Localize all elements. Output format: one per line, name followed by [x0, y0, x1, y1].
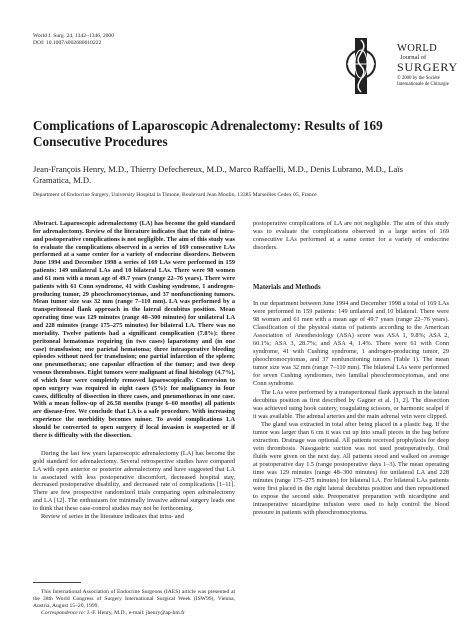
abstract [33, 220, 235, 440]
methods-paragraph: In our department between June 1994 and December 1998 a total of 169 LAs were performed in 159 patients: 149 unilateral and 10 bilateral. There were 98 women and 61 men with a mean age of 49.7 years (range 22–76 years). Classification of the physical status of patients according to the American Association of Anesthesiology (ASA) score was ASA 1, 9.8%; ASA 2, 60.1%; ASA 3, 28.7%; and ASA 4, 1.4%. There were 61 with Conn syndrome, 41 with Cushing syndrome, 1 androgen-producing tumor, 29 pheochromocytomas, and 37 nonfunctioning tumors (Table 1). The mean tumor size was 32 mm (range 7–110 mm). The bilateral LAs were performed for seven Cushing syndromes, two familial pheochromocytomas, and one Conn syndrome. [253, 300, 449, 388]
logo-copyright: © 2000 by the Société [397, 76, 440, 81]
doi-line: DOI: 10.1007/s002680010222 [33, 39, 102, 46]
footnote-text: This International Association of Endocrine Surgeons (IAES) article was presented at the 38th World Congress of Surgery International Surgical Week (ISW99), Vienna, Austria, August 15–20, 1999. [33, 589, 235, 609]
methods-paragraph: The LAs were performed by a transperitoneal flank approach in the lateral decubitus position as first described by Gagner et al. [1, 2]. The dissection was achieved using hook cautery, coagulating scissors, or harmonic scalpel if it was available. The adrenal arteries and the main adrenal vein were clipped. [253, 388, 449, 420]
article-title: Complications of Laparoscopic Adrenalectomy: Results of 169 Consecutive Procedures [33, 118, 383, 149]
logo-society: Internationale de Chirurgie [397, 81, 449, 87]
correspondence-text: J.-F. Henry, M.D., e-mail: jhenry@ap-hm.fr [85, 610, 185, 616]
footnote [33, 582, 235, 617]
abstract-text: Abstract. Laparoscopic adrenalectomy (LA) has become the gold standard for adrenalectomy. Review of the literature indicates that the rate of intra- and postoperative complications is not negligible. The aim of this study was to evaluate the complications observed in a series of 169 consecutive LAs performed at a same center for a variety of endocrine disorders. Between June 1994 and December 1998 a series of 169 LAs were performed in 159 patients: 149 unilateral LAs and 10 bilateral LAs. There were 98 women and 61 men with a mean age of 49.7 years (range 22–76 years). There were patients with 61 Conn syndrome, 41 with Cushing syndrome, 1 androgen-producing tumor, 29 pheochromocytomas, and 37 nonfunctioning tumors. Mean tumor size was 32 mm (range 7–110 mm). LA was performed by a transperitoneal flank approach in the lateral decubitus position. Mean operating time was 129 minutes (range 48–300 minutes) for unilateral LA and 228 minutes (range 175–275 minutes) for bilateral LA. There was no mortality. Twelve patients had a significant complication (7.8%): three peritoneal hematomas requiring (in two cases) laparotomy and (in one case) transfusion; one parietal hematoma; three intraoperative bleeding episodes without need for transfusion; one partial infarction of the spleen; one pneumothorax; one capsular effraction of the tumor; and two deep venous thromboses. Eight tumors were malignant at final histology (4.7%), of which four were completely removed laparoscopically. Conversion to open surgery was required in eight cases (5%): for malignancy in four cases, difficulty of dissection in three cases, and pneumothorax in one case. With a mean follow-up of 26.58 months (range 6–60 months) all patients are disease-free. We conclude that LA is a safe procedure. With increasing experience the morbidity becomes minor. To avoid complications LA should be converted to open surgery if local invasion is suspected or if there is difficulty with the dissection. [33, 220, 235, 439]
section-heading: Materials and Methods [253, 284, 321, 291]
footnote-rule [33, 582, 81, 583]
intro-paragraph: Review of series in the literature indicates that intra- and [41, 512, 184, 520]
correspondence-label: Correspondence to: [41, 610, 86, 616]
globe-emblem-icon [341, 36, 381, 96]
logo-world: WORLD [397, 43, 437, 54]
journal-citation [33, 33, 114, 47]
intro-continued-text: postoperative complications of LA are not negligible. The aim of this study was to evaluate the complications observed in a large series of 169 consecutive LAs performed at a same center for a variety of endocrine disorders. [253, 220, 449, 251]
materials-and-methods [253, 300, 449, 517]
journal-ref-line: World J. Surg. 24, 1342–1346, 2000 [33, 33, 115, 39]
correspondence [33, 610, 235, 617]
intro-continued [253, 220, 449, 251]
logo-surgery: SURGERY [397, 60, 458, 74]
introduction [33, 450, 235, 521]
intro-paragraph: During the last few years laparoscopic adrenalectomy (LA) has become the gold standard for adrenalectomy. Several retrospective studies have compared LA with open anterior or posterior adrenalectomy and have suggested that LA is associated with less postoperative discomfort, decreased hospital stay, decreased postoperative disability, and decreased rate of complications [1–11]. There are few prospective randomized trials comparing open adrenalectomy and LA [12]. The enthusiasm for minimally invasive adrenal surgery leads one to think that these case-control studies may not be forthcoming. [33, 450, 235, 512]
methods-paragraph: The gland was extracted in total after being placed in a plastic bag. If the tumor was larger than 6 cm it was cut up into small pieces in the bag before extraction. Drainage was optional. All patients received prophylaxis for deep vein thrombosis. Nasogastric suction was not used postoperatively. Oral fluids were given on the next day. All patients stood and walked on average at postoperative day 1.5 (range postoperative days 1–3). The mean operating time was 129 minutes (range 48–300 minutes) for unilateral LA and 228 minutes (range 175–275 minutes) for bilateral LA. For bilateral LAs patients were first placed in the right lateral decubitus position and then repositioned to expose the second side. Preoperative preparation with nicardipine and intraoperative nicardipine infusion were used to help control the blood pressure in patients with pheochromocytoma. [253, 420, 449, 517]
article-affiliation: Department of Endocrine Surgery, University Hospital la Timone, Boulevard Jean Moulin, 13385 Marseilles Cedex 05, France [33, 192, 317, 198]
journal-logo [341, 34, 458, 108]
logo-journal-of: Journal of [400, 54, 427, 61]
article-authors: Jean-François Henry, M.D., Thierry Defechereux, M.D., Marco Raffaelli, M.D., Denis Lubrano, M.D., Laïs Gramatica, M.D. [33, 164, 403, 185]
